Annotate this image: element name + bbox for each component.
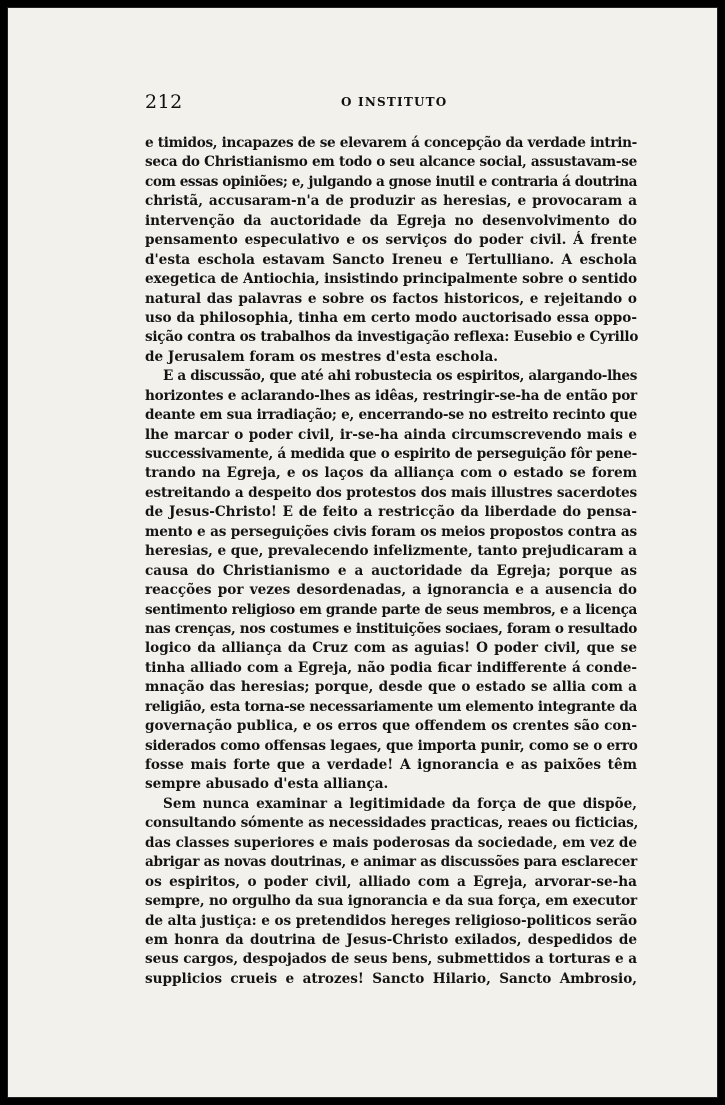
text-line: e timidos, incapazes de se elevarem á concepção da verdade intrin- xyxy=(145,135,637,151)
text-line: exegetica de Antiochia, insistindo principalmente sobre o sentido xyxy=(145,271,637,288)
text-line: siderados como offensas legaes, que importa punir, como se o erro xyxy=(145,737,638,754)
text-line: logico da alliança da Cruz com as aguias! O poder civil, que se xyxy=(145,640,637,657)
text-line: das classes superiores e mais poderosas da sociedade, em vez de xyxy=(145,834,637,851)
text-line: seca do Christianismo em todo o seu alcance social, assustavam-se xyxy=(145,154,637,171)
text-line: governação publica, e os erros que offendem os crentes são con- xyxy=(145,718,637,735)
text-line: deante em sua irradiação; e, encerrando-se no estreito recinto que xyxy=(145,407,637,424)
paragraph xyxy=(145,367,637,795)
text-line: de Jerusalem foram os mestres d'esta eschola. xyxy=(145,348,499,365)
text-line: de Jesus-Christo! E de feito a restricção da liberdade do pensa- xyxy=(145,504,637,521)
book-page xyxy=(7,7,718,1098)
text-line: sição contra os trabalhos da investigação reflexa: Eusebio e Cyrillo xyxy=(145,329,639,346)
text-line: reacções por vezes desordenadas, a ignorancia e a ausencia do xyxy=(145,582,637,599)
text-line: abrigar as novas doutrinas, e animar as discussões para esclarecer xyxy=(145,854,637,871)
text-line: pensamento especulativo e os serviços do poder civil. Á frente xyxy=(145,232,637,249)
text-line: em honra da doutrina de Jesus-Christo exilados, despedidos de xyxy=(145,931,637,948)
paragraph xyxy=(145,795,637,989)
text-line: mnação das heresias; porque, desde que o estado se allia com a xyxy=(145,679,637,696)
text-line: E a discussão, que até ahi robustecia os espiritos, alargando-lhes xyxy=(163,368,637,385)
text-line: nas crenças, nos costumes e instituições sociaes, foram o resultado xyxy=(145,620,637,637)
text-line: mento e as perseguições civis foram os meios propostos contra as xyxy=(145,523,637,540)
text-line: sempre abusado d'esta alliança. xyxy=(145,776,389,793)
page-number: 212 xyxy=(145,91,183,113)
text-line: supplicios crueis e atrozes! Sancto Hilario, Sancto Ambrosio, xyxy=(145,970,637,987)
text-line: heresias, e que, prevalecendo infelizmente, tanto prejudicaram a xyxy=(145,543,637,560)
text-line: uso da philosophia, tinha em certo modo auctorisado essa oppo- xyxy=(145,309,637,326)
text-line: com essas opiniões; e, julgando a gnose inutil e contraria á doutrina xyxy=(145,173,637,190)
text-line: lhe marcar o poder civil, ir-se-ha ainda circumscrevendo mais e xyxy=(145,426,637,443)
text-line: Sem nunca examinar a legitimidade da força de que dispõe, xyxy=(163,795,637,812)
page-header xyxy=(145,91,635,115)
text-line: successivamente, á medida que o espirito de perseguição fôr pene- xyxy=(145,446,637,462)
text-line: os espiritos, o poder civil, alliado com a Egreja, arvorar-se-ha xyxy=(145,873,637,890)
text-line: de alta justiça: e os pretendidos hereges religioso-politicos serão xyxy=(145,912,637,929)
body-text xyxy=(145,134,637,989)
text-line: trando na Egreja, e os laços da alliança com o estado se forem xyxy=(145,465,637,482)
text-line: estreitando a despeito dos protestos dos mais illustres sacerdotes xyxy=(145,484,638,501)
text-line: horizontes e aclarando-lhes as idêas, restringir-se-ha de então por xyxy=(145,387,637,404)
running-head: O INSTITUTO xyxy=(341,95,448,109)
text-line: sentimento religioso em grande parte de seus membros, e a licença xyxy=(145,601,637,618)
text-line: intervenção da auctoridade da Egreja no desenvolvimento do xyxy=(145,212,637,229)
text-line: natural das palavras e sobre os factos historicos, e rejeitando o xyxy=(145,290,637,307)
paragraph xyxy=(145,134,637,367)
text-line: christã, accusaram-n'a de produzir as heresias, e provocaram a xyxy=(145,193,637,210)
text-line: religião, esta torna-se necessariamente um elemento integrante da xyxy=(145,698,637,715)
text-line: consultando sómente as necessidades practicas, reaes ou ficticias, xyxy=(145,815,639,832)
text-line: fosse mais forte que a verdade! A ignorancia e as paixões têm xyxy=(145,757,637,773)
text-line: sempre, no orgulho da sua ignorancia e da sua força, em executor xyxy=(145,893,637,910)
text-line: tinha alliado com a Egreja, não podia ficar indifferente á conde- xyxy=(145,659,637,676)
text-line: seus cargos, despojados de seus bens, submettidos a torturas e a xyxy=(145,951,637,968)
text-line: d'esta eschola estavam Sancto Ireneu e Tertulliano. A eschola xyxy=(145,251,637,268)
text-line: causa do Christianismo e a auctoridade da Egreja; porque as xyxy=(145,562,637,579)
